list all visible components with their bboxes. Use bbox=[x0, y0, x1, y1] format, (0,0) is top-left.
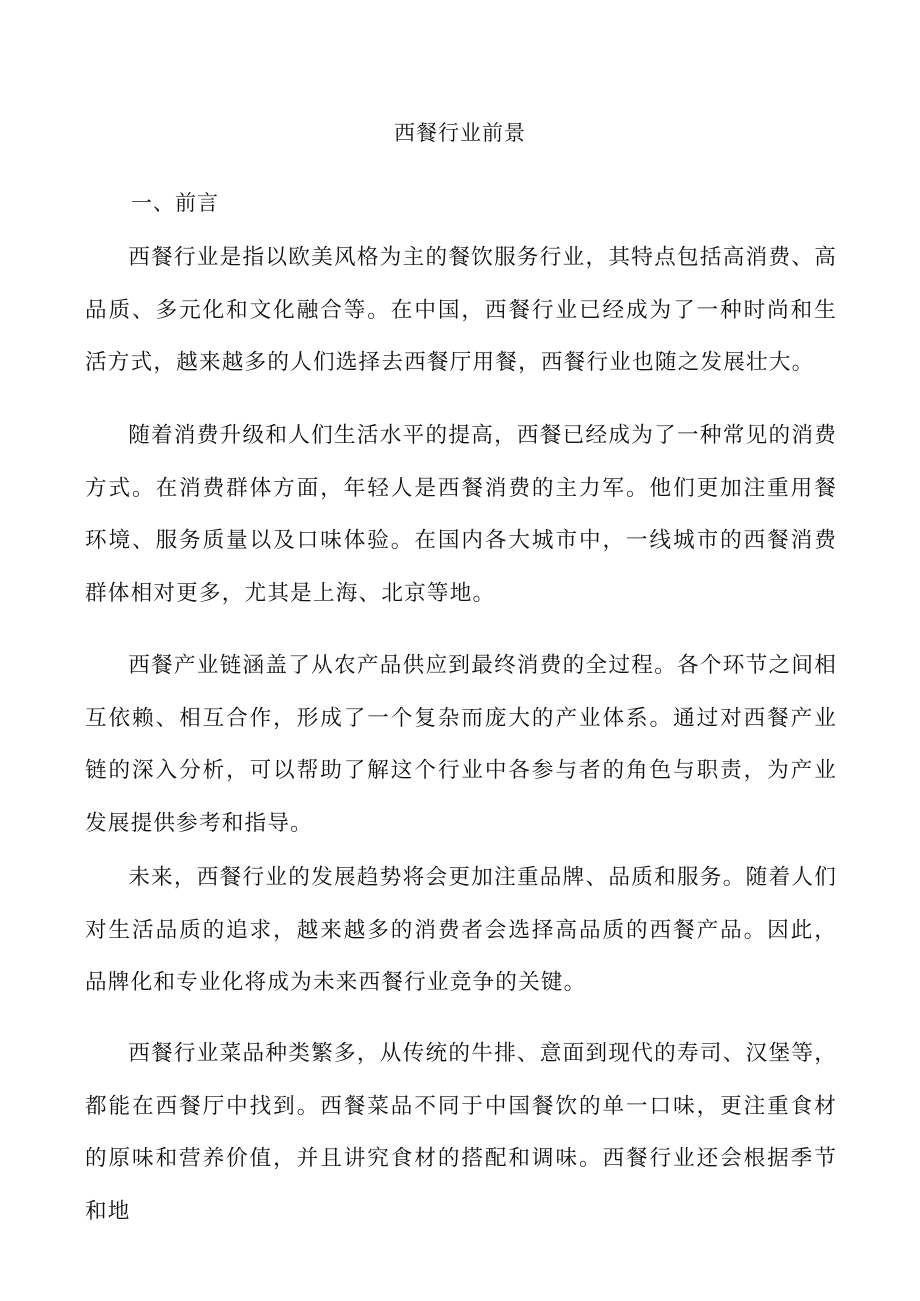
document-title: 西餐行业前景 bbox=[394, 121, 526, 145]
paragraph: 西餐产业链涵盖了从农产品供应到最终消费的全过程。各个环节之间相互依赖、相互合作，形成了一个复杂而庞大的产业体系。通过对西餐产业链的深入分析，可以帮助了解这个行业中各参与者的角色与职责，为产业发展提供参考和指导。 bbox=[85, 653, 837, 836]
paragraph: 西餐行业是指以欧美风格为主的餐饮服务行业，其特点包括高消费、高品质、多元化和文化融合等。在中国，西餐行业已经成为了一种时尚和生活方式，越来越多的人们选择去西餐厅用餐，西餐行业也随之发展壮大。 bbox=[85, 245, 837, 375]
paragraph: 随着消费升级和人们生活水平的提高，西餐已经成为了一种常见的消费方式。在消费群体方面，年轻人是西餐消费的主力军。他们更加注重用餐环境、服务质量以及口味体验。在国内各大城市中，一线城市的西餐消费群体相对更多，尤其是上海、北京等地。 bbox=[85, 423, 837, 606]
paragraph: 西餐行业菜品种类繁多，从传统的牛排、意面到现代的寿司、汉堡等，都能在西餐厅中找到。西餐菜品不同于中国餐饮的单一口味，更注重食材的原味和营养价值，并且讲究食材的搭配和调味。西餐行业还会根据季节和地 bbox=[85, 1041, 837, 1224]
section-heading: 一、前言 bbox=[131, 191, 219, 215]
paragraph: 未来，西餐行业的发展趋势将会更加注重品牌、品质和服务。随着人们对生活品质的追求，越来越多的消费者会选择高品质的西餐产品。因此，品牌化和专业化将成为未来西餐行业竞争的关键。 bbox=[85, 865, 837, 995]
